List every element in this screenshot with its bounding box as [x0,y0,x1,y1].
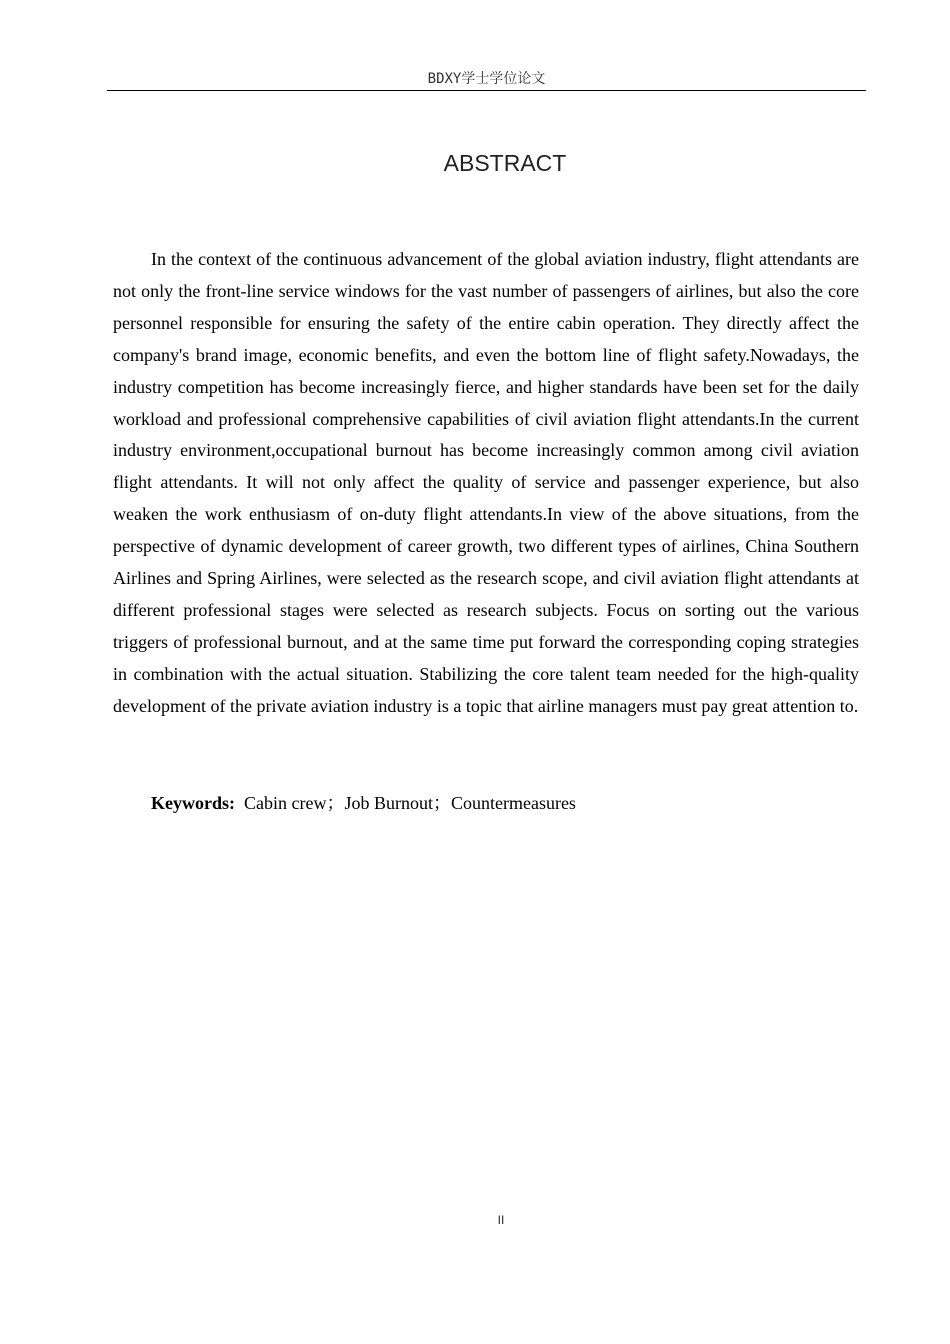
keywords-label: Keywords: [151,793,235,813]
keywords-line [151,788,859,818]
abstract-title: ABSTRACT [443,150,567,176]
page-number: II [497,1213,505,1227]
abstract-body: In the context of the continuous advancement of the global aviation industry, flight attendants are not only the front-line service windows for the vast number of passengers of airlines, but also the core personnel responsible for ensuring the safety of the entire cabin operation. They directly affect the company's brand image, economic benefits, and even the bottom line of flight safety.Nowadays, the industry competition has become increasingly fierce, and higher standards have been set for the daily workload and professional comprehensive capabilities of civil aviation flight attendants.In the current industry environment,occupational burnout has become increasingly common among civil aviation flight attendants. It will not only affect the quality of service and passenger experience, but also weaken the work enthusiasm of on-duty flight attendants.In view of the above situations, from the perspective of dynamic development of career growth, two different types of airlines, China Southern Airlines and Spring Airlines, were selected as the research scope, and civil aviation flight attendants at different professional stages were selected as research subjects. Focus on sorting out the various triggers of professional burnout, and at the same time put forward the corresponding coping strategies in combination with the actual situation. Stabilizing the core talent team needed for the high-quality development of the private aviation industry is a topic that airline managers must pay great attention to. [113,249,859,716]
header-divider [107,90,866,91]
running-header: BDXY学士学位论文 [427,71,546,87]
keywords-value: Cabin crew；Job Burnout；Countermeasures [244,793,576,813]
